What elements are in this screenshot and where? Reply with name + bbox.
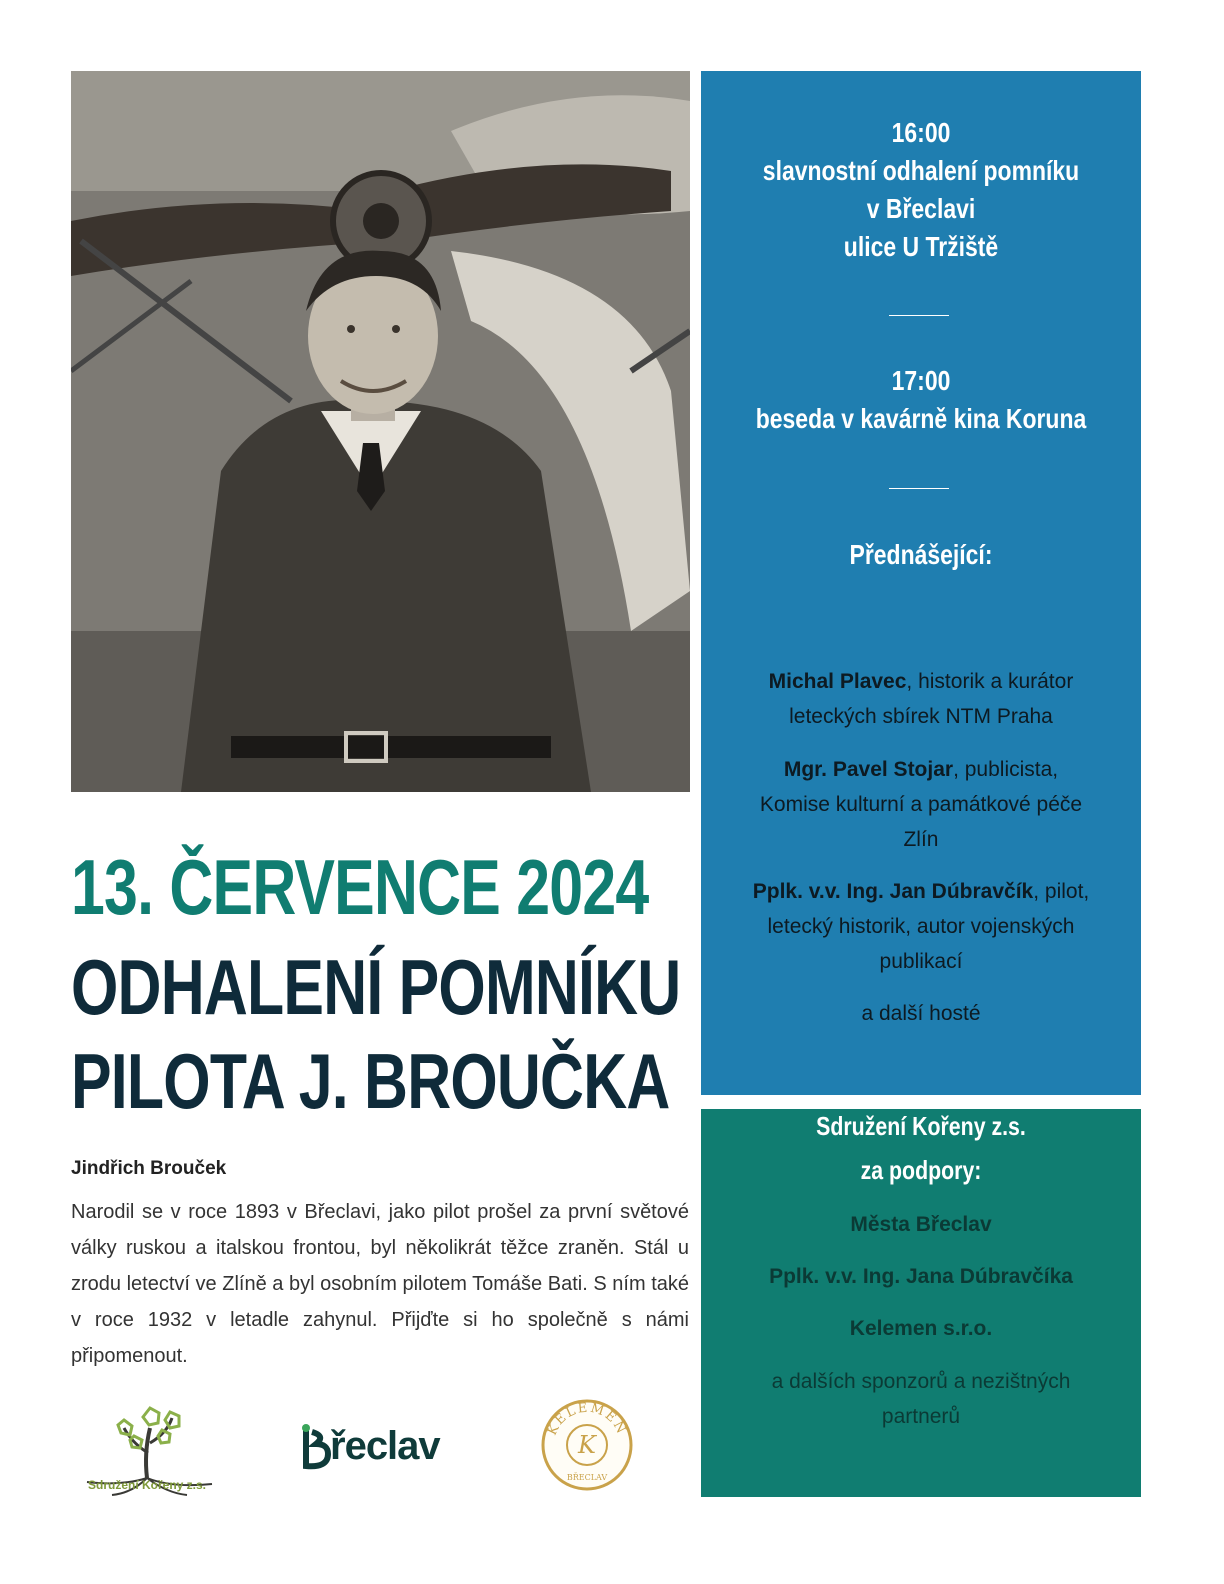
- supporter-3: Kelemen s.r.o.: [849, 1317, 993, 1340]
- supporter-1: Města Břeclav: [850, 1213, 992, 1236]
- other-supporters-line-1: a dalších sponzorů a nezištných: [771, 1370, 1071, 1393]
- speaker-1-name: Michal Plavec: [768, 670, 907, 693]
- organizer-name: Sdružení Kořeny z.s.: [816, 1111, 1026, 1141]
- pilot-photo: [71, 71, 690, 792]
- divider-2: [889, 488, 949, 489]
- divider-1: [889, 315, 949, 316]
- koreny-logo-text: Sdružení Kořeny z.s.: [87, 1478, 207, 1492]
- event1-line-1: slavnostní odhalení pomníku: [762, 155, 1080, 186]
- event-title-line-1: ODHALENÍ POMNÍKU: [71, 943, 681, 1031]
- bio-heading: Jindřich Brouček: [71, 1158, 227, 1179]
- event2-line-1: beseda v kavárně kina Koruna: [755, 403, 1087, 434]
- speaker-3: [716, 874, 1126, 979]
- schedule-panel: [701, 71, 1141, 1095]
- speaker-2-role-b: Komise kulturní a památkové péče: [759, 793, 1083, 816]
- event1-time: 16:00: [891, 117, 951, 148]
- bio-text: Narodil se v roce 1893 v Břeclavi, jako pilot prošel za první světové války ruskou a italskou frontou, byl několikrát těžce zraněn. Stál u zrodu letectví ve Zlíně a byl osobním pilotem Tomáše Bati. S ním také v roce 1932 v letadle zahynul. Přijďte si ho společně s námi připomenout.: [71, 1201, 689, 1367]
- support-label: za podpory:: [860, 1155, 982, 1185]
- speaker-3-role-a: , pilot,: [1033, 880, 1090, 903]
- speaker-1: [716, 664, 1126, 734]
- kelemen-logo-mark: K: [578, 1431, 596, 1459]
- speaker-1-role-a: , historik a kurátor: [906, 670, 1074, 693]
- kelemen-logo-bottom-text: BŘECLAV: [566, 1473, 608, 1482]
- event1-line-2: v Břeclavi: [866, 193, 976, 224]
- speakers-heading: Přednášející:: [849, 539, 993, 570]
- supporters-panel: [701, 1109, 1141, 1497]
- speaker-1-role-b: leteckých sbírek NTM Praha: [789, 705, 1053, 728]
- event-date: 13. ČERVENCE 2024: [71, 843, 649, 931]
- speaker-3-role-b: letecký historik, autor vojenských: [767, 915, 1075, 938]
- speaker-3-name: Pplk. v.v. Ing. Jan Dúbravčík: [752, 880, 1034, 903]
- kelemen-logo-top-text: KELEMEN: [544, 1400, 630, 1438]
- speaker-3-role-c: publikací: [879, 950, 963, 973]
- breclav-logo-text: řeclav: [330, 1424, 440, 1468]
- speaker-2-name: Mgr. Pavel Stojar: [783, 758, 954, 781]
- event2-time: 17:00: [891, 365, 951, 396]
- speaker-2: [716, 752, 1126, 857]
- speaker-2-role-c: Zlín: [903, 828, 939, 851]
- supporter-2: Pplk. v.v. Ing. Jana Dúbravčíka: [769, 1265, 1073, 1288]
- other-guests: a další hosté: [861, 1002, 981, 1025]
- other-supporters-line-2: partnerů: [881, 1405, 961, 1428]
- event1-line-3: ulice U Tržiště: [843, 231, 999, 262]
- speaker-2-role-a: , publicista,: [953, 758, 1059, 781]
- event-title-line-2: PILOTA J. BROUČKA: [71, 1037, 670, 1125]
- kelemen-logo: [540, 1398, 634, 1492]
